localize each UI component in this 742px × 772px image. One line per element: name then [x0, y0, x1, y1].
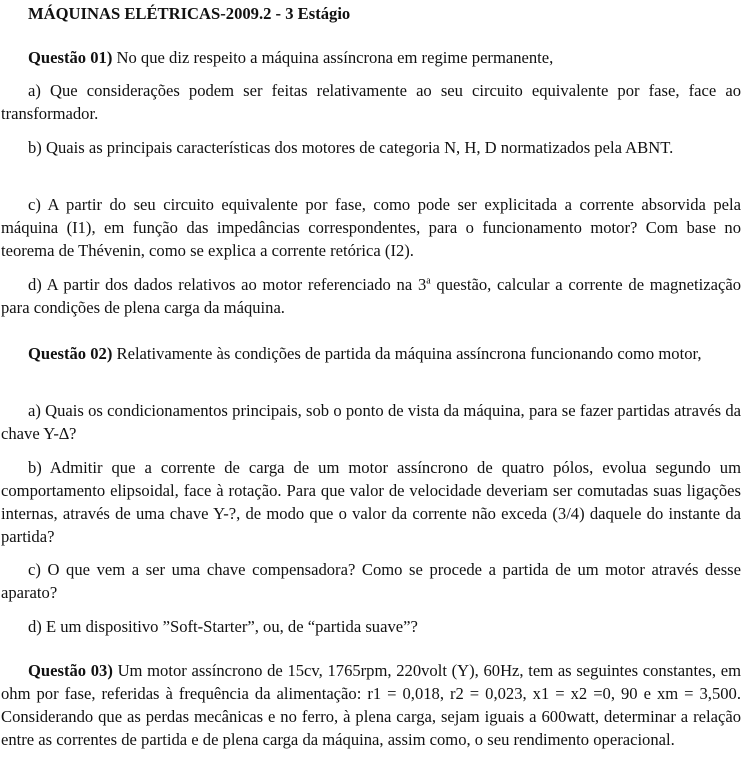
question-1-item-c: c) A partir do seu circuito equivalente por fase, como pode ser explicitada a corrente absorvida pela máquina (I1), em função das impedâncias correspondentes, para o funcionamento motor? Com base no teorema de Thévenin, como se explica a corrente retórica (I2).: [1, 195, 741, 260]
document-title: MÁQUINAS ELÉTRICAS-2009.2 - 3 Estágio: [28, 4, 351, 23]
question-1-item-d: [1, 273, 741, 319]
question-3-text: Um motor assíncrono de 15cv, 1765rpm, 220volt (Y), 60Hz, tem as seguintes constantes, em ohm por fase, referidas à frequência da alimentação: r1 = 0,018, r2 = 0,023, x1 = x2 =0, 90 e xm = 3,500. Considerando que as perdas mecânicas e no ferro, à plena carga, sejam iguais a 600watt, determinar a relação entre as correntes de partida e de plena carga da máquina, assim como, o seu rendimento operacional.: [1, 661, 741, 749]
question-1-item-d-post: questão, calcular a corrente de magnetização para condições de plena carga da máquina.: [1, 275, 741, 317]
question-1-intro-text: No que diz respeito a máquina assíncrona em regime permanente,: [112, 48, 554, 67]
question-1-item-a: a) Que considerações podem ser feitas relativamente ao seu circuito equivalente por fase, face ao transformador.: [1, 81, 741, 123]
question-3-label: Questão 03): [28, 661, 113, 680]
question-2-intro-text: Relativamente às condições de partida da máquina assíncrona funcionando como motor,: [112, 344, 702, 363]
question-1-item-d-pre: d) A partir dos dados relativos ao motor referenciado na 3: [28, 275, 427, 294]
question-2-item-c: c) O que vem a ser uma chave compensadora? Como se procede a partida de um motor através desse aparato?: [1, 560, 741, 602]
question-2-item-a: a) Quais os condicionamentos principais, sob o ponto de vista da máquina, para se fazer partidas através da chave Y-∆?: [1, 401, 741, 443]
question-2-label: Questão 02): [28, 344, 113, 363]
question-1-item-b: b) Quais as principais características dos motores de categoria N, H, D normatizados pela ABNT.: [28, 138, 674, 157]
question-1-item-d-sup: a: [426, 275, 431, 287]
question-3: [1, 659, 741, 751]
question-2-item-b: b) Admitir que a corrente de carga de um motor assíncrono de quatro pólos, evolua segundo um comportamento elipsoidal, face à rotação. Para que valor de velocidade deveriam ser comutadas suas ligações internas, através de uma chave Y-?, de modo que o valor da corrente não exceda (3/4) daquele do instante da partida?: [1, 458, 741, 546]
question-2-intro: [1, 342, 741, 365]
question-2-item-d: d) E um dispositivo ”Soft-Starter”, ou, de “partida suave”?: [28, 617, 418, 636]
question-1-intro: [1, 46, 741, 69]
question-1-label: Questão 01): [28, 48, 113, 67]
